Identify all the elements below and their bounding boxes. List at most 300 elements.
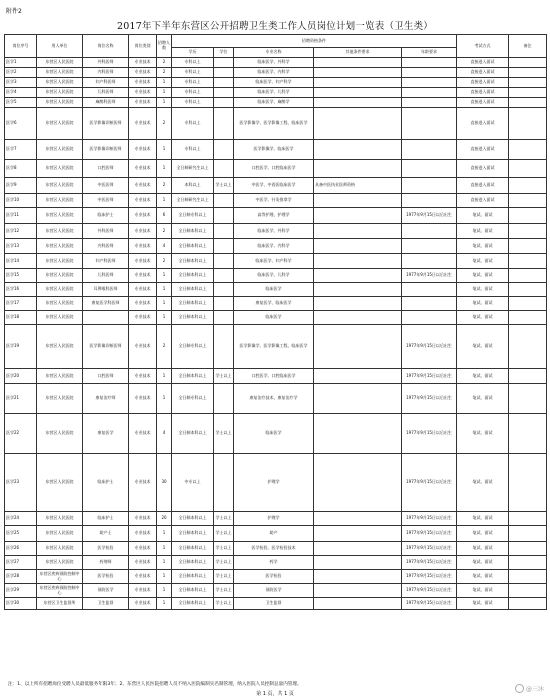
row-code: 医学5 [5,98,37,108]
row-degree [214,454,234,512]
row-count: 1 [157,384,172,414]
row-age: 1977年9月15日以后出生 [402,454,457,512]
row-remark [509,88,547,98]
row-position: 内科医师 [83,239,129,254]
row-remark [509,194,547,208]
table-row [5,283,547,297]
row-major: 临床医学 [234,414,314,454]
table-row [5,512,547,526]
row-major: 高等护理、护理学 [234,208,314,224]
row-education: 专科以上 [172,98,214,108]
row-code: 医学29 [5,584,37,598]
row-employer: 东营区人民医院 [37,542,83,556]
row-exam: 笔试、面试 [457,454,509,512]
row-remark [509,78,547,88]
row-employer: 东营区卫生监督所 [37,598,83,610]
row-exam: 笔试、面试 [457,239,509,254]
header-age: 年龄要求 [402,48,457,58]
row-exam: 直接进入面试 [457,160,509,178]
row-position: 麻醉科医师 [83,98,129,108]
row-position: 儿科医师 [83,88,129,98]
row-employer: 东营区人民医院 [37,454,83,512]
row-major: 预防医学 [234,584,314,598]
row-exam: 笔试、面试 [457,542,509,556]
row-age [402,224,457,239]
recruitment-table [4,34,547,610]
row-other [314,58,402,68]
row-major: 口腔医学、口腔临床医学 [234,369,314,384]
table-row [5,108,547,140]
row-code: 医学28 [5,570,37,584]
row-count: 2 [157,325,172,369]
table-row [5,297,547,311]
row-code: 医学12 [5,224,37,239]
header-remark: 备注 [509,35,547,58]
row-other [314,78,402,88]
row-count: 2 [157,224,172,239]
row-education: 全日制本科以上 [172,526,214,542]
row-category: 专业技术 [129,269,157,283]
row-other [314,369,402,384]
row-category: 专业技术 [129,454,157,512]
row-education: 全日制专科以上 [172,208,214,224]
row-other [314,311,402,325]
row-count: 2 [157,254,172,269]
row-position: 临床护士 [83,208,129,224]
row-position: 药剂师 [83,556,129,570]
row-remark [509,254,547,269]
row-remark [509,160,547,178]
row-employer: 东营区人民医院 [37,556,83,570]
row-exam: 笔试、面试 [457,584,509,598]
row-age: 1977年9月15日以后出生 [402,512,457,526]
row-category: 专业技术 [129,325,157,369]
row-exam: 笔试、面试 [457,512,509,526]
row-education: 全日制专科以上 [172,384,214,414]
row-remark [509,414,547,454]
row-code: 医学18 [5,311,37,325]
row-education: 全日制本科以上 [172,570,214,584]
row-age [402,68,457,78]
row-exam: 笔试、面试 [457,297,509,311]
row-degree [214,283,234,297]
row-code: 医学19 [5,325,37,369]
row-count: 1 [157,88,172,98]
row-other [314,254,402,269]
row-employer: 东营区人民医院 [37,297,83,311]
row-age [402,297,457,311]
row-count: 6 [157,208,172,224]
row-employer: 东营区人民医院 [37,526,83,542]
footnote: 注：1、以上所有招聘岗位受聘人员最低服务年限3年；2、东营区人民医院招聘人员不纳入医院编制实名制管理，纳入医院人员控制总量内管理。 [8,682,302,687]
row-education: 全日制本科以上 [172,297,214,311]
table-row [5,542,547,556]
header-category: 岗位类别 [129,35,157,58]
row-degree [214,239,234,254]
row-count: 4 [157,414,172,454]
row-other [314,512,402,526]
row-age: 1977年9月15日以后出生 [402,208,457,224]
row-exam: 直接进入面试 [457,88,509,98]
row-employer: 东营区疾病预防控制中心 [37,570,83,584]
row-degree: 学士以上 [214,414,234,454]
row-degree: 学士以上 [214,556,234,570]
row-age: 1977年9月15日以后出生 [402,570,457,584]
row-other [314,239,402,254]
table-row [5,68,547,78]
row-degree [214,140,234,160]
row-other [314,194,402,208]
row-degree [214,208,234,224]
row-exam: 笔试、面试 [457,208,509,224]
row-position: 康复治疗师 [83,384,129,414]
row-exam: 直接进入面试 [457,140,509,160]
row-code: 医学21 [5,384,37,414]
row-education: 全日制本科以上 [172,269,214,283]
table-row [5,325,547,369]
row-position: 康复医学 [83,414,129,454]
row-position: 口腔医师 [83,369,129,384]
row-degree [214,78,234,88]
row-education: 全日制本科以上 [172,311,214,325]
header-employer: 用人单位 [37,35,83,58]
row-position: 助产士 [83,526,129,542]
row-position: 外科医师 [83,58,129,68]
row-count: 1 [157,78,172,88]
row-degree: 学士以上 [214,598,234,610]
row-age: 1977年9月15日以后出生 [402,556,457,570]
row-count: 1 [157,598,172,610]
row-degree [214,88,234,98]
header-major: 专业名称 [234,48,314,58]
row-age [402,78,457,88]
row-category: 专业技术 [129,88,157,98]
row-position: 预防医学 [83,584,129,598]
row-other [314,160,402,178]
row-other [314,570,402,584]
row-age [402,108,457,140]
row-degree [214,254,234,269]
table-row [5,178,547,194]
row-category: 专业技术 [129,598,157,610]
row-category: 专业技术 [129,224,157,239]
table-row [5,224,547,239]
row-count: 1 [157,98,172,108]
row-remark [509,542,547,556]
row-employer: 东营区人民医院 [37,325,83,369]
row-position: 妇产科医师 [83,254,129,269]
row-position [83,311,129,325]
row-education: 全日制本科以上 [172,283,214,297]
header-education: 学历 [172,48,214,58]
table-row [5,194,547,208]
row-exam: 直接进入面试 [457,68,509,78]
table-row [5,598,547,610]
row-other [314,269,402,283]
row-code: 医学26 [5,542,37,556]
row-code: 医学17 [5,297,37,311]
row-position: 卫生监督 [83,598,129,610]
row-count: 1 [157,556,172,570]
row-employer: 东营区人民医院 [37,108,83,140]
row-education: 全日制本科以上 [172,598,214,610]
row-employer: 东营区人民医院 [37,311,83,325]
row-education: 全日制专科以上 [172,325,214,369]
row-position: 中医医师 [83,178,129,194]
row-code: 医学1 [5,58,37,68]
row-other [314,140,402,160]
row-major: 临床医学 [234,283,314,297]
table-row [5,254,547,269]
row-exam: 直接进入面试 [457,78,509,88]
table-row [5,88,547,98]
row-other [314,414,402,454]
row-count: 1 [157,160,172,178]
header-code: 岗位序号 [5,35,37,58]
table-row [5,160,547,178]
row-code: 医学22 [5,414,37,454]
header-count: 招聘人数 [157,35,172,58]
row-major: 临床医学、妇产科学 [234,254,314,269]
row-age [402,88,457,98]
row-code: 医学6 [5,108,37,140]
row-age [402,254,457,269]
table-row [5,526,547,542]
row-exam: 笔试、面试 [457,570,509,584]
row-remark [509,556,547,570]
row-education: 专科以上 [172,140,214,160]
row-age: 1977年9月15日以后出生 [402,526,457,542]
row-category: 专业技术 [129,542,157,556]
row-position: 内科医师 [83,68,129,78]
row-code: 医学20 [5,369,37,384]
row-exam: 笔试、面试 [457,325,509,369]
row-major: 临床医学、妇产科学 [234,78,314,88]
row-age: 1977年9月15日以后出生 [402,384,457,414]
row-position: 中医医师 [83,194,129,208]
row-code: 医学15 [5,269,37,283]
row-category: 专业技术 [129,68,157,78]
row-category: 专业技术 [129,98,157,108]
row-code: 医学14 [5,254,37,269]
row-remark [509,269,547,283]
row-category: 专业技术 [129,512,157,526]
row-exam: 笔试、面试 [457,556,509,570]
row-code: 医学23 [5,454,37,512]
row-employer: 东营区人民医院 [37,512,83,526]
row-remark [509,384,547,414]
row-employer: 东营区人民医院 [37,98,83,108]
row-code: 医学11 [5,208,37,224]
table-row [5,208,547,224]
row-count: 1 [157,526,172,542]
row-education: 全日制本科以上 [172,239,214,254]
row-count: 1 [157,194,172,208]
row-employer: 东营区人民医院 [37,58,83,68]
row-remark [509,239,547,254]
table-row [5,570,547,584]
row-other [314,68,402,78]
row-employer: 东营区人民医院 [37,414,83,454]
row-other [314,98,402,108]
row-major: 临床医学、外科学 [234,224,314,239]
row-degree: 学士以上 [214,542,234,556]
row-other [314,224,402,239]
table-row [5,311,547,325]
row-education: 全日制本科以上 [172,369,214,384]
row-category: 专业技术 [129,369,157,384]
row-remark [509,311,547,325]
row-remark [509,58,547,68]
row-exam: 笔试、面试 [457,254,509,269]
row-count: 1 [157,542,172,556]
row-employer: 东营区人民医院 [37,269,83,283]
row-degree: 学士以上 [214,526,234,542]
row-code: 医学24 [5,512,37,526]
row-remark [509,108,547,140]
row-category: 专业技术 [129,414,157,454]
row-position: 口腔医师 [83,160,129,178]
row-employer: 东营区人民医院 [37,283,83,297]
page-number: 第 1 页，共 1 页 [256,691,294,697]
row-degree: 学士以上 [214,369,234,384]
row-count: 1 [157,570,172,584]
row-degree [214,224,234,239]
row-age [402,239,457,254]
row-employer: 东营区人民医院 [37,194,83,208]
row-major: 医学影像学、医学影像工程、临床医学 [234,325,314,369]
row-major: 临床医学、内科学 [234,68,314,78]
row-degree [214,384,234,414]
table-row [5,98,547,108]
row-major: 康复医学、临床医学 [234,297,314,311]
table-row [5,140,547,160]
header-position: 岗位名称 [83,35,129,58]
row-count: 1 [157,297,172,311]
row-other [314,598,402,610]
row-exam: 直接进入面试 [457,98,509,108]
row-major: 助产 [234,526,314,542]
row-age [402,98,457,108]
row-major: 医学检验、医学检验技术 [234,542,314,556]
row-count: 1 [157,269,172,283]
row-exam: 笔试、面试 [457,384,509,414]
row-count: 1 [157,584,172,598]
row-code: 医学4 [5,88,37,98]
row-education: 全日制本科以上 [172,254,214,269]
row-major: 护理学 [234,512,314,526]
table-row [5,384,547,414]
row-major: 中医学、中西医临床医学 [234,178,314,194]
row-employer: 东营区人民医院 [37,68,83,78]
row-employer: 东营区人民医院 [37,160,83,178]
row-education: 全日制本科以上 [172,512,214,526]
table-row [5,239,547,254]
row-position: 儿科医师 [83,269,129,283]
row-major: 药学 [234,556,314,570]
row-education: 专科以上 [172,78,214,88]
table-row [5,584,547,598]
row-education: 专科以上 [172,68,214,78]
row-exam: 笔试、面试 [457,369,509,384]
header-degree: 学位 [214,48,234,58]
row-count: 1 [157,283,172,297]
row-code: 医学9 [5,178,37,194]
row-education: 全日制本科以上 [172,224,214,239]
row-degree [214,297,234,311]
header-qualification: 招聘资格条件 [172,35,457,48]
row-position: 临床护士 [83,454,129,512]
row-position: 外科医师 [83,224,129,239]
row-major: 康复治疗技术、康复治疗学 [234,384,314,414]
row-other [314,208,402,224]
row-major: 口腔医学、口腔临床医学 [234,160,314,178]
row-education: 全日制研究生以上 [172,194,214,208]
row-major: 临床医学、内科学 [234,239,314,254]
row-position: 医学影像诊断医师 [83,140,129,160]
row-category: 专业技术 [129,384,157,414]
row-remark [509,98,547,108]
row-employer: 东营区人民医院 [37,88,83,98]
row-other [314,526,402,542]
page-title: 2017年下半年东营区公开招聘卫生类工作人员岗位计划一览表（卫生类） [117,21,433,32]
row-education: 全日制本科以上 [172,414,214,454]
attachment-label: 附件2 [6,8,22,15]
row-other [314,88,402,98]
row-category: 专业技术 [129,140,157,160]
row-position: 妇产科医师 [83,78,129,88]
row-education: 全日制本科以上 [172,542,214,556]
table-row [5,556,547,570]
row-degree [214,58,234,68]
row-category: 专业技术 [129,297,157,311]
row-education: 专科以上 [172,108,214,140]
row-code: 医学2 [5,68,37,78]
row-category: 专业技术 [129,108,157,140]
row-category: 专业技术 [129,208,157,224]
row-degree: 学士以上 [214,570,234,584]
row-position: 医学检验 [83,542,129,556]
row-degree [214,160,234,178]
row-education: 中专以上 [172,454,214,512]
row-remark [509,325,547,369]
row-code: 医学7 [5,140,37,160]
row-exam: 笔试、面试 [457,311,509,325]
row-employer: 东营区人民医院 [37,178,83,194]
row-count: 1 [157,140,172,160]
row-age [402,194,457,208]
row-age: 1977年9月15日以后出生 [402,325,457,369]
row-remark [509,369,547,384]
row-education: 全日制本科以上 [172,584,214,598]
row-remark [509,584,547,598]
row-code: 医学3 [5,78,37,88]
table-row [5,454,547,512]
row-category: 专业技术 [129,58,157,68]
row-remark [509,283,547,297]
row-code: 医学25 [5,526,37,542]
row-code: 医学13 [5,239,37,254]
row-category: 专业技术 [129,254,157,269]
row-age: 1977年9月15日以后出生 [402,369,457,384]
row-category: 专业技术 [129,584,157,598]
row-education: 专科以上 [172,88,214,98]
row-age: 1977年9月15日以后出生 [402,598,457,610]
row-major: 临床医学、外科学 [234,58,314,68]
row-remark [509,208,547,224]
row-position: 医学检验 [83,570,129,584]
row-degree [214,68,234,78]
